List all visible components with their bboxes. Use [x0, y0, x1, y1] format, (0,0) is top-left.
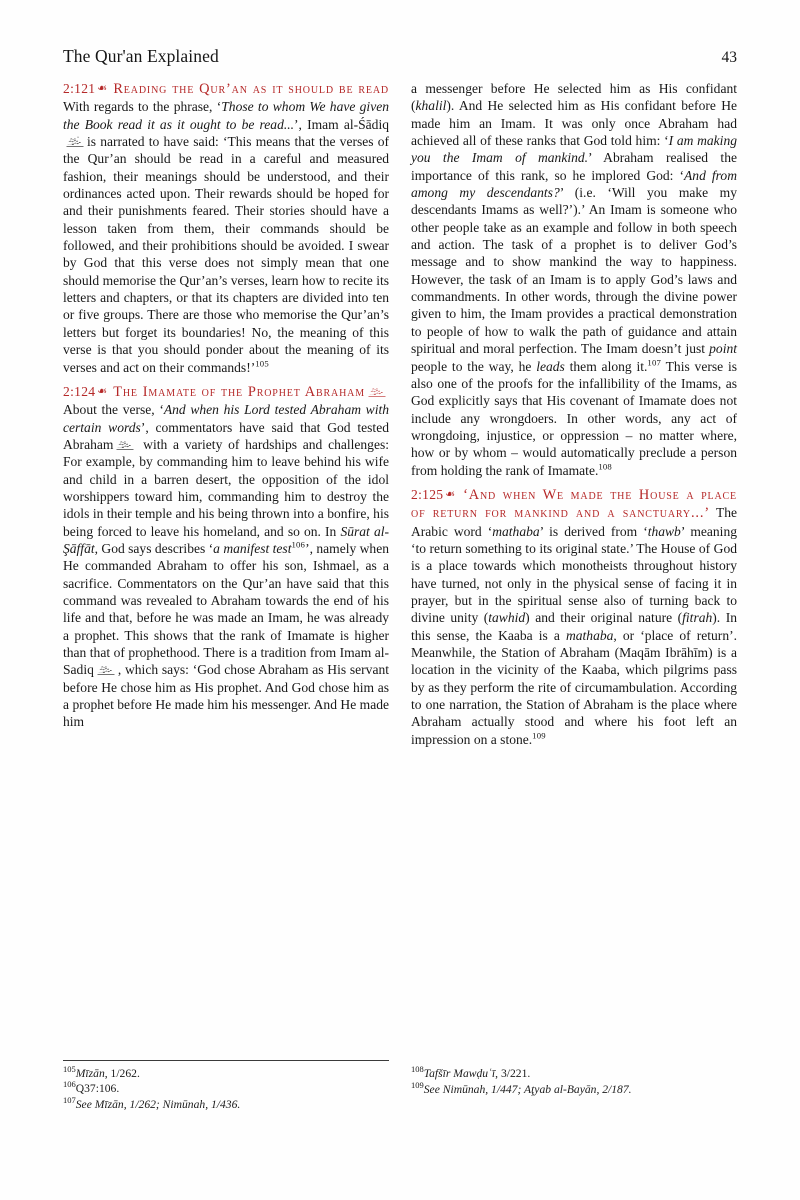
emphasis-point: point [709, 341, 738, 357]
footnote-text: See Nimūnah, 1/447; Aţyab al-Bayān, 2/187. [423, 1082, 632, 1096]
footnote-text: , 1/262. [104, 1067, 140, 1080]
body-text: a messenger before He selected him as His confidant ( [411, 81, 737, 114]
verse-ref-2-124: 2:124 [63, 383, 96, 399]
body-text: ’, commentators have said that God tested Abraham [63, 419, 389, 452]
section-2-121 [63, 80, 389, 376]
body-text: ). In this sense, the Kaaba is a [411, 610, 737, 643]
honorific-glyph-icon [96, 663, 116, 676]
honorific-glyph-icon [65, 135, 85, 148]
quoted-phrase: a manifest test [213, 540, 292, 556]
rubric-2-124 [63, 384, 365, 399]
body-text: is narrated to have said: ‘This means that the verses of the Qur’an should be read in a careful and measured fashion, their meanings should be understood, and their ordinances acted upon. Their rewards should be hoped for and their punishments feared. Their stories should have a lesson taken from them, their commands should be followed, and their prohibitions should be avoided. I swear by God that this verse does not simply mean that one should memorise the Qur’an’s verses, learn how to recite its letters and chapters, or that its chapters are divided into ten or five groups. There are those who memorise the Qur’an’s letters but forget its boundaries! No, the meaning of this verse is that you should ponder about the meaning of its verses and act on their commands!’ [63, 134, 389, 375]
right-column [411, 80, 737, 980]
transliteration: fitrah [682, 610, 713, 626]
honorific-glyph-icon [367, 385, 387, 398]
body-text: About the verse, ‘ [63, 402, 164, 418]
footnote-item [63, 1081, 389, 1096]
body-text: The Arabic word ‘ [411, 505, 737, 539]
footnote-number: 107 [63, 1094, 76, 1105]
footnote-ref-107[interactable]: 107 [647, 356, 662, 367]
footnote-number: 106 [63, 1079, 76, 1090]
body-text: ). And He selected him as His confidant before He made him an Imam. It was only once Abraham had achieved all of these ranks that God told him: ‘ [411, 98, 737, 149]
quoted-verse: I am making you the Imam of mankind. [411, 133, 737, 166]
section-2-125 [411, 486, 737, 748]
footnote-ref-106[interactable]: 106 [291, 539, 306, 550]
footnote-number: 105 [63, 1064, 76, 1075]
leaf-ornament-icon: ❧ [97, 81, 108, 95]
body-text: , or ‘place of return’. Meanwhile, the Station of Abraham (Maqām Ibrāhīm) is a location in the vicinity of the Kaaba, which pilgrims pass by as they perform the rite of circumambulation. According to one narration, the Station of Abraham is the place where Abraham actually stood and where his foot left an impression on a stone. [411, 627, 737, 747]
heading-2-124: The Imamate of the Prophet Abraham [113, 383, 365, 400]
transliteration: khalil [415, 98, 447, 114]
page-title: The Qur'an Explained [63, 46, 219, 66]
footnote-item [63, 1066, 389, 1081]
footnote-item [411, 1066, 737, 1081]
body-text: This verse is also one of the proofs for the infallibility of the Imams, as God explicitly says that His covenant of Imamate does not include any wrongdoers. In other words, any act of wrongdoing, injustice, or oppression – no matter where, how or by whom – would automatically preclude a person from holding the rank of Imamate. [411, 358, 737, 478]
footnote-ref-109[interactable]: 109 [532, 730, 546, 741]
body-text: people to the way, he [411, 358, 532, 374]
transliteration: tawhid [488, 610, 526, 626]
transliteration: mathaba [492, 523, 540, 539]
verse-ref-2-121: 2:121 [63, 81, 96, 96]
body-text: ’ Abraham realised the importance of this rank, so he implored God: ‘ [411, 150, 737, 183]
rubric-2-125 [411, 487, 737, 520]
footnote-text: Q37:106. [75, 1082, 120, 1096]
body-text: ) and their original nature ( [525, 610, 683, 626]
body-text: them along it. [569, 358, 648, 374]
verse-ref-2-125: 2:125 [411, 486, 444, 502]
page-number: 43 [721, 49, 737, 66]
footnote-ref-105[interactable]: 105 [255, 357, 269, 368]
rubric-2-121 [63, 81, 389, 96]
body-text: ’, namely when He commanded Abraham to offer his son, Ishmael, as a sacrifice. Commentators on the Qur’an have said that this command was revealed to Abraham towards the end of his life and that, before he was made an Imam, he was already a prophet. This shows that the rank of Imamate is higher than that of prophethood. There is a tradition from Imam al-Sadiq [63, 540, 389, 678]
heading-2-121: Reading the Qur’an as it should be read [113, 81, 390, 97]
footnotes-left-column [63, 1060, 389, 1112]
body-text: With regards to the phrase, ‘ [63, 99, 222, 115]
quoted-verse: Those to whom We have given the Book read it as it ought to be read... [63, 99, 390, 132]
footnotes-right-column [411, 1060, 737, 1112]
body-text: ’ meaning ‘to return something to its original state.’ The House of God is a place towards which monotheists throughout history have turned, not only in the physical sense of facing it in prayer, but in the spiritual sense also of turning back to divine unity ( [411, 523, 737, 626]
transliteration: mathaba [565, 627, 614, 643]
quoted-verse: And when his Lord tested Abraham with certain words [63, 402, 390, 435]
section-2-124 [63, 383, 389, 731]
surah-name: Sūrat al-Şāffāt [63, 523, 389, 556]
leaf-ornament-icon: ❧ [97, 383, 108, 398]
transliteration: thawb [647, 523, 681, 539]
footnote-source: Mīzān [75, 1067, 105, 1080]
body-text: ’ (i.e. ‘Will you make my descendants Imams as well?’).’ An Imam is someone who other people take as an example and follow in both speech and action. The task of a prophet is to deliver God’s message and to show mankind the way to happiness. However, the task of an Imam is to apply God’s laws and commandments. In other words, through the divine power given to him, the Imam provides a practical demonstration to people of how to walk the path of guidance and attain spiritual and moral perfection. The Imam doesn’t just [411, 185, 737, 357]
footnote-text: See Mīzān, 1/262; Nimūnah, 1/436. [75, 1097, 241, 1111]
left-column [63, 80, 389, 980]
body-text: ’ is derived from ‘ [539, 523, 648, 539]
footnote-ref-108[interactable]: 108 [598, 461, 612, 472]
footnote-text: , 3/221. [495, 1067, 531, 1081]
leaf-ornament-icon: ❧ [445, 486, 456, 501]
footnote-number: 108 [411, 1064, 424, 1075]
body-text: ’, Imam al-Śādiq [294, 116, 389, 132]
honorific-glyph-icon [115, 438, 135, 451]
footnote-item [411, 1079, 737, 1097]
body-text: with a variety of hardships and challenges: For example, by commanding him to leave behind his wife and child in a barren desert, the opposition of the idol worshippers toward him, commanding him to destroy the idols in their temple and his being thrown into a bonfire, his being forced to leave his homeland, and so on. In [63, 436, 390, 539]
heading-2-125: ‘And when We made the House a place of return for mankind and a sanctuary...’ [411, 486, 738, 522]
continuation-paragraph [411, 80, 737, 479]
footnote-source: Tafšīr Mawḍuʿī [423, 1067, 496, 1081]
footnotes-area [63, 1060, 737, 1112]
text-columns [63, 80, 737, 980]
footnote-item [63, 1094, 389, 1112]
footnote-number: 109 [411, 1079, 424, 1090]
body-text: , God says describes ‘ [94, 540, 214, 556]
running-head [63, 46, 737, 70]
body-text: , which says: ‘God chose Abraham as His servant before He chose him as His prophet. And God chose him as a prophet before He made him his messenger. And He made him [63, 662, 389, 730]
emphasis-leads: leads [536, 358, 565, 374]
quoted-verse: And from among my descendants? [411, 167, 737, 201]
